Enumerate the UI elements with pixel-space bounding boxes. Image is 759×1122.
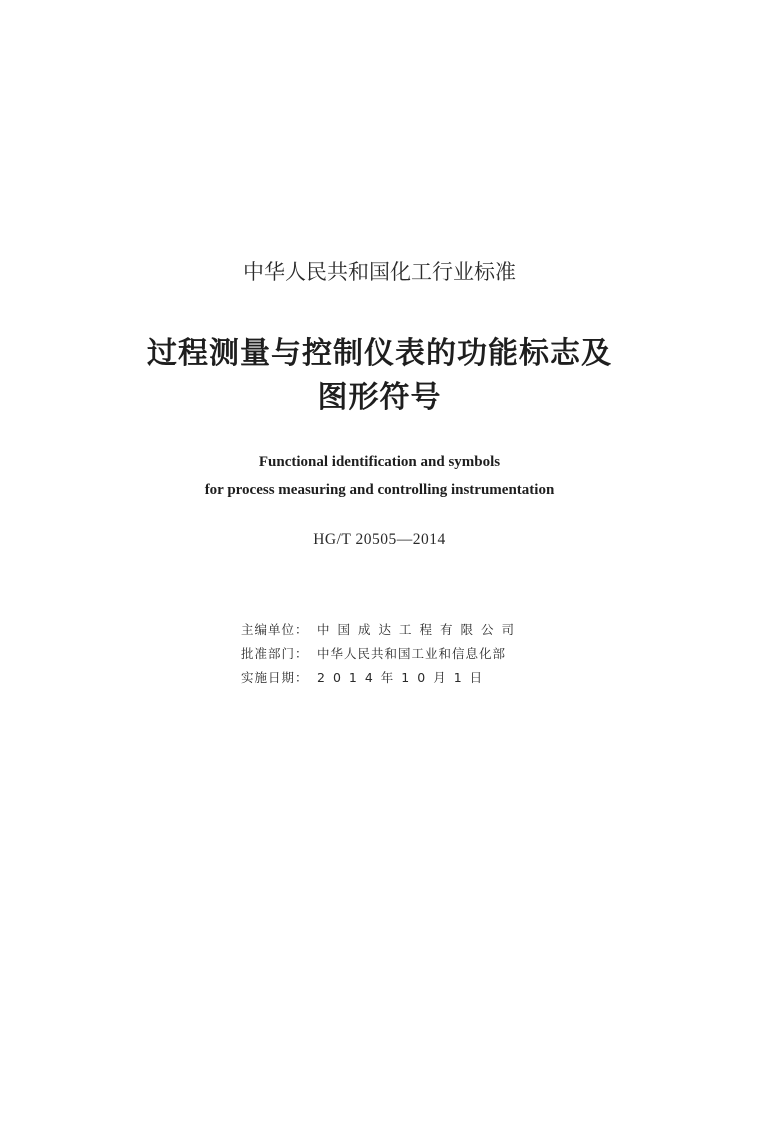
english-title-line-2: for process measuring and controlling instrumentation: [204, 482, 555, 498]
english-title: [0, 448, 759, 504]
editor-unit-value: 中国成达工程有限公司: [317, 622, 523, 637]
effective-date-row: [241, 666, 522, 690]
chinese-title-line-2: 图形符号: [317, 380, 442, 415]
standard-category: 中华人民共和国化工行业标准: [243, 260, 516, 284]
approval-department-row: [241, 642, 522, 666]
editor-unit-label: 主编单位：: [241, 622, 309, 637]
approval-department-label: 批准部门：: [241, 646, 309, 661]
chinese-title-line-1: 过程测量与控制仪表的功能标志及: [147, 336, 612, 371]
effective-date-value: 2014年10月1日: [317, 670, 491, 685]
standard-code: HG/T 20505—2014: [313, 531, 446, 548]
chinese-title: [0, 332, 759, 420]
editor-unit-row: [241, 618, 522, 642]
approval-department-value: 中华人民共和国工业和信息化部: [317, 646, 507, 661]
english-title-line-1: Functional identification and symbols: [258, 454, 501, 470]
effective-date-label: 实施日期：: [241, 670, 309, 685]
publication-info: [241, 618, 522, 690]
